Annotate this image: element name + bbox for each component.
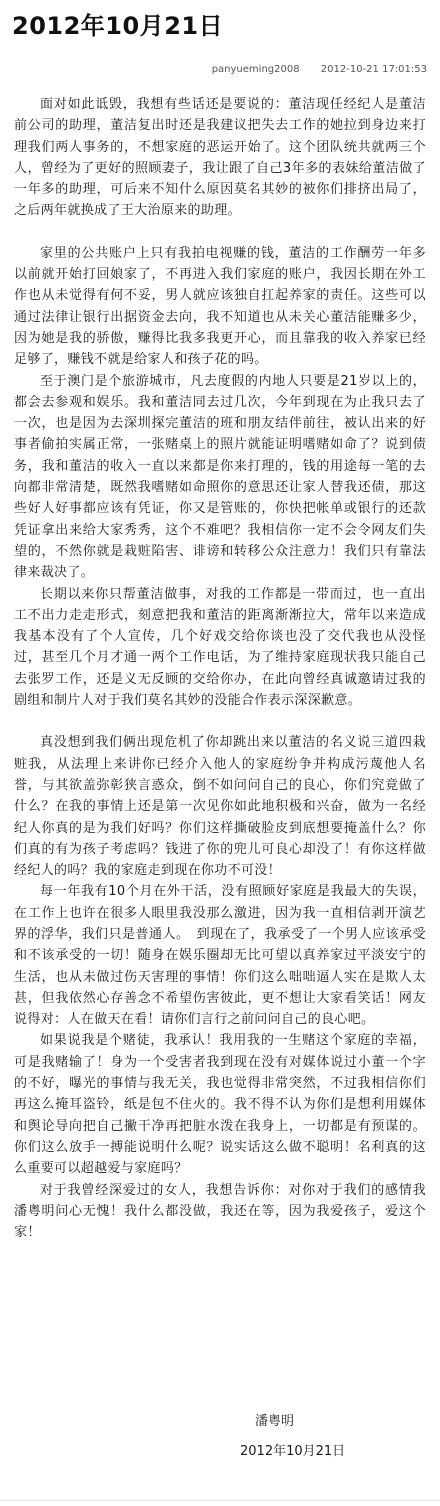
author-name[interactable]: panyueming2008 [211,64,300,75]
paragraph: 长期以来你只帮董洁做事，对我的工作都是一带而过，也一直出工不出力走走形式，刻意把我和董洁的距离渐渐拉大，常年以来造成我基本没有了个人宣传，几个好戏交给你谈也没了交代我也从没怪过，甚至几个月才通一两个工作电话，为了维持家庭现状我只能自己去张罗工作，还是义无反顾的交给你办，在此向曾经真诚邀请过我的剧组和制片人对于我们莫名其妙的没能合作表示深深歉意。 [14,586,426,709]
post-meta [212,64,427,75]
signature-date: 2012年10月21日 [240,1444,346,1459]
paragraph: 面对如此诋毁，我想有些话还是要说的：董洁现任经纪人是董洁前公司的助理，董洁复出时还是我建议把失去工作的她拉到身边来打理我们两人事务的，不想家庭的恶运开始了。这个团队统共就两三个人，曾经为了更好的照顾妻子，我让跟了自己3年多的表妹给董洁做了一年多的助理，可后来不知什么原因莫名其妙的被你们排挤出局了，之后两年就换成了王大治原来的助理。 [14,97,426,219]
post-timestamp: 2012-10-21 17:01:53 [320,64,427,75]
paragraph: 真没想到我们俩出现危机了你却跳出来以董洁的名义说三道四栽赃我，从法理上来讲你已经介入他人的家庭纷争并构成污蔑他人名誉，与其欲盖弥彰狭言惑众，倒不如问问自己的良心，你们究竟做了什么？在我的事情上还是第一次见你如此地积极和兴奋，做为一名经纪人你真的是为我们好吗？你们这样撕破脸皮到底想要掩盖什么？你们真的有为孩子考虑吗？钱进了你的兜儿可良心却没了！有你这样做经纪人的吗？我的家庭走到现在你功不可没！ [14,735,426,879]
paragraph: 对于我曾经深爱过的女人，我想告诉你：对你对于我们的感情我潘粤明问心无愧！我什么都没做，我还在等，因为我爱孩子，爱这个家！ [14,1182,426,1241]
paragraph: 家里的公共账户上只有我拍电视赚的钱，董洁的工作酬劳一年多以前就开始打回娘家了，不再进入我们家庭的账户，我因长期在外工作也从未觉得有何不妥，男人就应该独自扛起养家的责任。这些可以通过法律让银行出据资金去向，我不知道也从未关心董洁能赚多少，因为她是我的骄傲，赚得比我多我更开心，而且靠我的收入养家已经足够了，赚钱不就是给家人和孩子花的吗。 [14,245,426,368]
post-title: 2012年10月21日 [12,12,224,40]
signature-name: 潘粤明 [255,1414,295,1429]
paragraph: 每一年我有10个月在外干活，没有照顾好家庭是我最大的失误，在工作上也许在很多人眼里我没那么激进，因为我一直相信剥开演艺界的浮华，我们只是普通人。 到现在了，我承受了一个男人应该承受和不该承受的一切！随身在娱乐圈却无比可望以真养家过平淡安宁的生活，也从未做过伤天害理的事情！你们这么咄咄逼人实在是欺人太甚，但我依然心存善念不希望伤害彼此，更不想让大家看笑话！网友说得对：人在做天在看！请你们言行之前问问自己的良心吧。 [14,884,426,1028]
paragraph: 如果说我是个赌徒，我承认！我用我的一生赌这个家庭的幸福，可是我赌输了！身为一个受害者我到现在没有对媒体说过小董一个字的不好，曝光的事情与我无关，我也觉得非常突然，不过我相信你们再这么掩耳盗铃，纸是包不住火的。我不得不认为你们是想利用媒体和舆论导向把自己撇干净再把脏水泼在我身上，一切都是有预谋的。你们这么放手一搏能说明什么呢？说实话这么做不聪明！名利真的这么重要可以超越爱与家庭吗？ [14,1033,426,1177]
paragraph: 至于澳门是个旅游城市，凡去度假的内地人只要是21岁以上的，都会去参观和娱乐。我和董洁同去过几次，今年到现在为止我只去了一次，也是因为去深圳探完董洁的班和朋友结伴前往，被认出来的好事者偷拍实属正常，一张赌桌上的照片就能证明嗜赌如命了？说到债务，我和董洁的收入一直以来都是你来打理的，钱的用途每一笔的去向都非常清楚，既然我嗜赌如命照你的意思还让家人替我还债，那这些好人好事都应该有凭证，你又是管账的，你快把帐单或银行的还款凭证拿出来给大家秀秀，这个不难吧？我相信你一定不会令网友们失望的，不然你就是栽赃陷害、诽谤和转移公众注意力！我们只有靠法律来裁决了。 [14,373,426,581]
divider [0,1500,440,1501]
post-body [14,94,426,1243]
